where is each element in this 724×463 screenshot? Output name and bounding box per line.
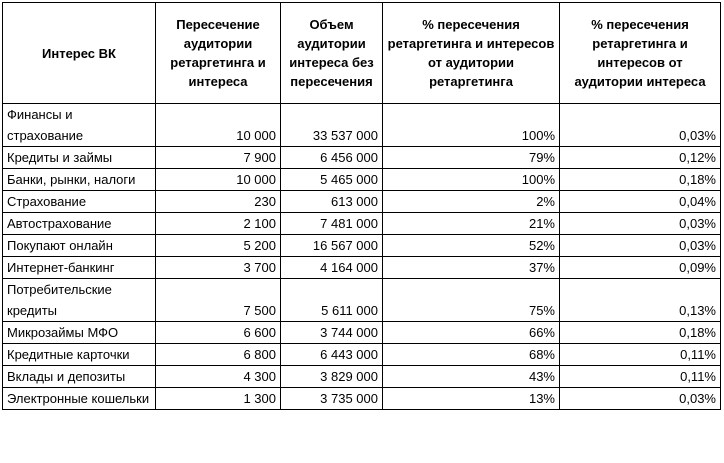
cell-volume: 3 735 000 [281, 388, 383, 410]
cell-interest: Интернет-банкинг [3, 257, 156, 279]
table-row [3, 191, 721, 213]
cell-overlap: 5 200 [156, 235, 281, 257]
cell-interest: Покупают онлайн [3, 235, 156, 257]
cell-overlap: 2 100 [156, 213, 281, 235]
cell-pct-retarget: 68% [383, 344, 560, 366]
cell-pct-retarget: 79% [383, 147, 560, 169]
cell-pct-interest: 0,03% [560, 388, 721, 410]
cell-volume: 16 567 000 [281, 235, 383, 257]
cell-overlap: 3 700 [156, 257, 281, 279]
cell-pct-retarget: 66% [383, 322, 560, 344]
table-row [3, 235, 721, 257]
cell-pct-interest: 0,04% [560, 191, 721, 213]
cell-volume: 613 000 [281, 191, 383, 213]
cell-pct-interest: 0,11% [560, 366, 721, 388]
cell-volume: 6 443 000 [281, 344, 383, 366]
cell-pct-retarget: 2% [383, 191, 560, 213]
cell-interest: Микрозаймы МФО [3, 322, 156, 344]
header-interest: Интерес ВК [3, 3, 156, 104]
table-row [3, 344, 721, 366]
cell-pct-retarget: 100% [383, 104, 560, 147]
cell-interest: Банки, рынки, налоги [3, 169, 156, 191]
table-row [3, 147, 721, 169]
header-overlap: Пересечение аудитории ретаргетинга и интереса [156, 3, 281, 104]
cell-overlap: 10 000 [156, 169, 281, 191]
table-row [3, 388, 721, 410]
cell-volume: 3 829 000 [281, 366, 383, 388]
table-body [3, 104, 721, 410]
cell-overlap: 7 500 [156, 279, 281, 322]
cell-interest: Потребительские кредиты [3, 279, 156, 322]
table-row [3, 322, 721, 344]
cell-overlap: 230 [156, 191, 281, 213]
table-row [3, 257, 721, 279]
cell-pct-retarget: 43% [383, 366, 560, 388]
cell-pct-retarget: 75% [383, 279, 560, 322]
cell-volume: 4 164 000 [281, 257, 383, 279]
cell-volume: 33 537 000 [281, 104, 383, 147]
cell-overlap: 6 600 [156, 322, 281, 344]
table-row [3, 213, 721, 235]
cell-pct-retarget: 52% [383, 235, 560, 257]
cell-pct-interest: 0,12% [560, 147, 721, 169]
cell-volume: 5 611 000 [281, 279, 383, 322]
cell-pct-interest: 0,03% [560, 213, 721, 235]
cell-volume: 5 465 000 [281, 169, 383, 191]
cell-interest: Кредиты и займы [3, 147, 156, 169]
cell-interest: Электронные кошельки [3, 388, 156, 410]
cell-pct-retarget: 37% [383, 257, 560, 279]
cell-overlap: 10 000 [156, 104, 281, 147]
cell-volume: 3 744 000 [281, 322, 383, 344]
table-row [3, 279, 721, 322]
cell-pct-interest: 0,11% [560, 344, 721, 366]
cell-pct-retarget: 21% [383, 213, 560, 235]
cell-volume: 6 456 000 [281, 147, 383, 169]
header-volume: Объем аудитории интереса без пересечения [281, 3, 383, 104]
cell-pct-retarget: 100% [383, 169, 560, 191]
table-row [3, 104, 721, 147]
cell-interest: Финансы и страхование [3, 104, 156, 147]
cell-pct-interest: 0,09% [560, 257, 721, 279]
interest-overlap-table [2, 2, 721, 410]
cell-overlap: 4 300 [156, 366, 281, 388]
header-pct-interest: % пересечения ретаргетинга и интересов от аудитории интереса [560, 3, 721, 104]
table-row [3, 169, 721, 191]
cell-pct-interest: 0,13% [560, 279, 721, 322]
table-header [3, 3, 721, 104]
cell-interest: Кредитные карточки [3, 344, 156, 366]
cell-overlap: 6 800 [156, 344, 281, 366]
cell-pct-retarget: 13% [383, 388, 560, 410]
cell-interest: Автострахование [3, 213, 156, 235]
cell-volume: 7 481 000 [281, 213, 383, 235]
cell-overlap: 7 900 [156, 147, 281, 169]
cell-pct-interest: 0,18% [560, 169, 721, 191]
cell-overlap: 1 300 [156, 388, 281, 410]
table-row [3, 366, 721, 388]
header-pct-retarget: % пересечения ретаргетинга и интересов от аудитории ретаргетинга [383, 3, 560, 104]
cell-interest: Вклады и депозиты [3, 366, 156, 388]
cell-interest: Страхование [3, 191, 156, 213]
cell-pct-interest: 0,18% [560, 322, 721, 344]
cell-pct-interest: 0,03% [560, 104, 721, 147]
cell-pct-interest: 0,03% [560, 235, 721, 257]
header-row [3, 3, 721, 104]
